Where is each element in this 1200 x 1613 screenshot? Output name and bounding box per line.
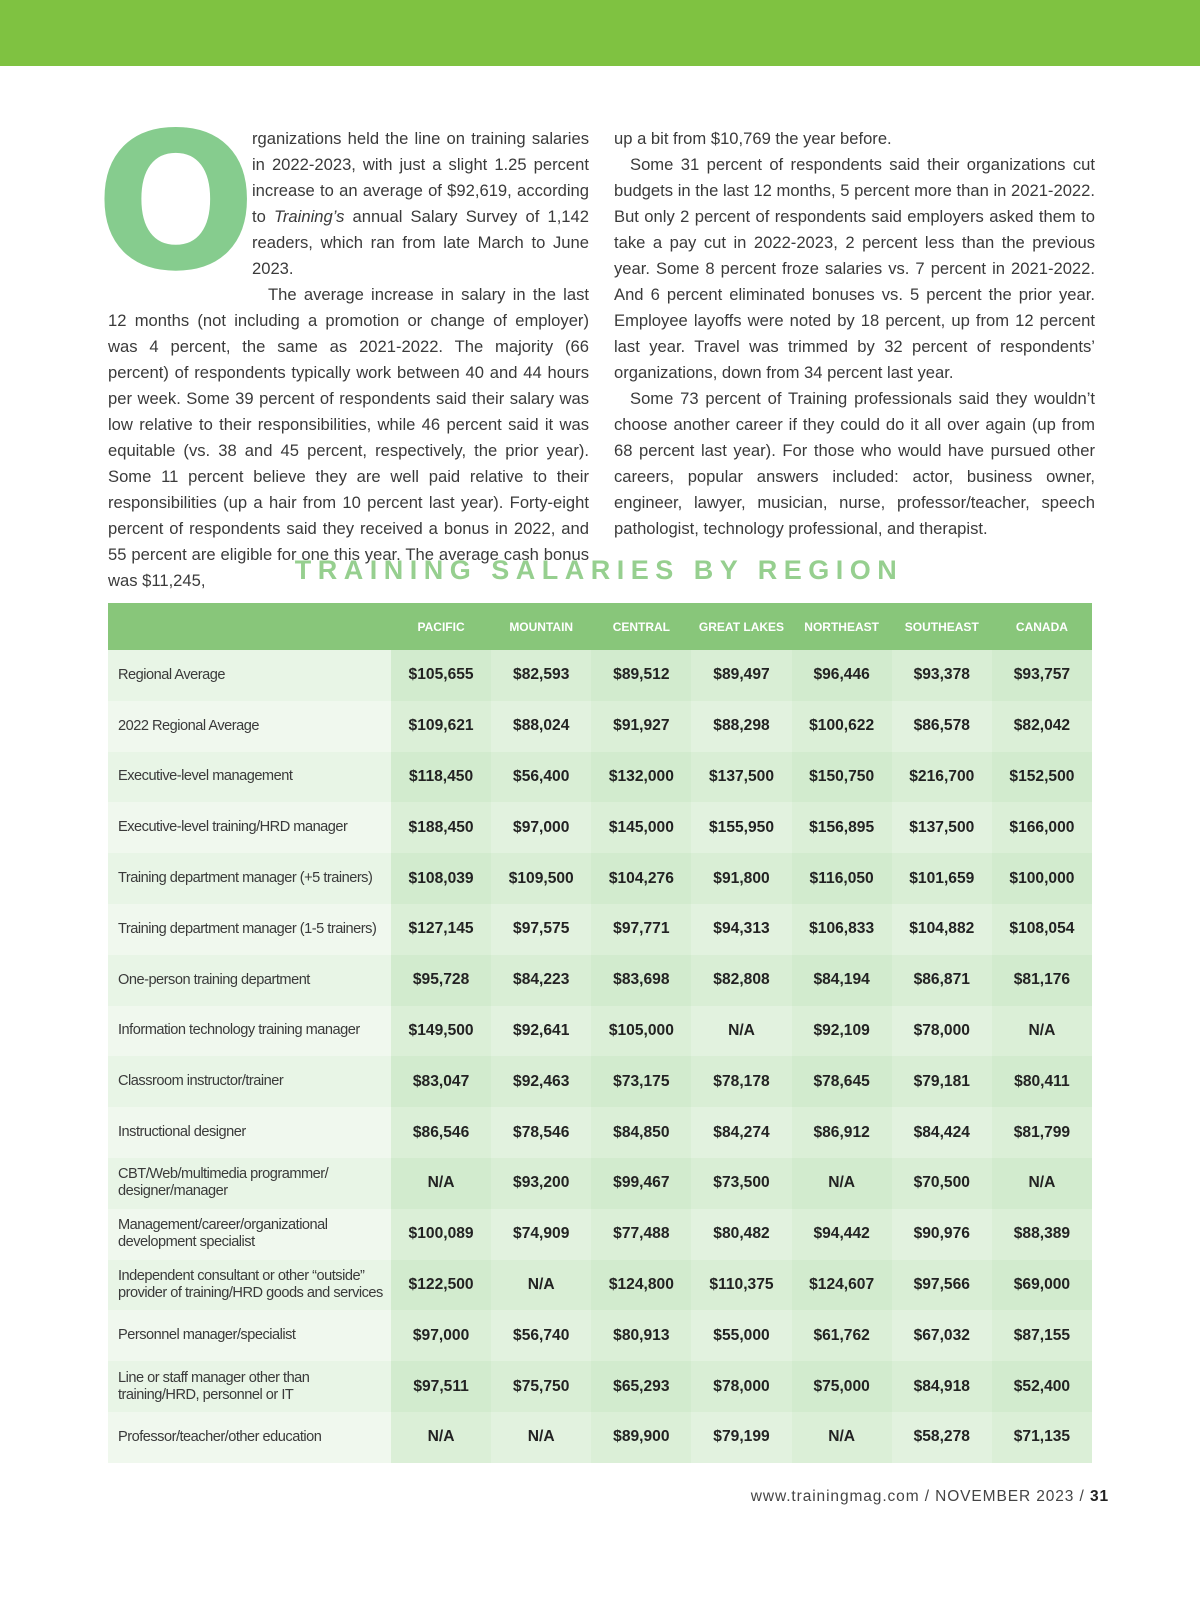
salary-cell: $105,655 bbox=[391, 650, 491, 701]
salary-cell: $52,400 bbox=[992, 1361, 1092, 1412]
salary-cell: $97,000 bbox=[491, 802, 591, 853]
salary-cell: $109,500 bbox=[491, 853, 591, 904]
salary-cell: $83,698 bbox=[591, 955, 691, 1006]
salary-cell: $78,178 bbox=[691, 1056, 791, 1107]
salary-cell: $88,024 bbox=[491, 701, 591, 752]
salary-cell: $80,411 bbox=[992, 1056, 1092, 1107]
salary-cell: $87,155 bbox=[992, 1310, 1092, 1361]
salary-cell: $89,512 bbox=[591, 650, 691, 701]
salary-cell: N/A bbox=[792, 1412, 892, 1463]
salary-cell: $108,039 bbox=[391, 853, 491, 904]
salary-cell: $55,000 bbox=[691, 1310, 791, 1361]
salary-cell: $137,500 bbox=[691, 752, 791, 803]
salary-cell: $96,446 bbox=[792, 650, 892, 701]
salary-cell: $84,424 bbox=[892, 1107, 992, 1158]
salary-cell: $109,621 bbox=[391, 701, 491, 752]
salary-cell: $116,050 bbox=[792, 853, 892, 904]
table-row bbox=[108, 1209, 1092, 1260]
salary-cell: $67,032 bbox=[892, 1310, 992, 1361]
salary-cell: $106,833 bbox=[792, 904, 892, 955]
table-row bbox=[108, 1361, 1092, 1412]
salary-cell: $65,293 bbox=[591, 1361, 691, 1412]
table-row bbox=[108, 1006, 1092, 1057]
table-title: TRAINING SALARIES BY REGION bbox=[294, 555, 904, 585]
salary-cell: N/A bbox=[992, 1158, 1092, 1209]
salary-cell: N/A bbox=[992, 1006, 1092, 1057]
salary-cell: $77,488 bbox=[591, 1209, 691, 1260]
salary-cell: $69,000 bbox=[992, 1260, 1092, 1311]
row-label: Executive-level management bbox=[108, 752, 391, 803]
salary-cell: $166,000 bbox=[992, 802, 1092, 853]
salary-cell: $188,450 bbox=[391, 802, 491, 853]
salary-cell: N/A bbox=[391, 1158, 491, 1209]
salary-cell: $152,500 bbox=[992, 752, 1092, 803]
salary-cell: N/A bbox=[691, 1006, 791, 1057]
salary-cell: $92,641 bbox=[491, 1006, 591, 1057]
header-mountain: MOUNTAIN bbox=[491, 603, 591, 650]
salary-cell: $80,913 bbox=[591, 1310, 691, 1361]
salary-cell: $150,750 bbox=[792, 752, 892, 803]
table-row bbox=[108, 802, 1092, 853]
row-label: Professor/teacher/other education bbox=[108, 1412, 391, 1463]
page-footer: www.trainingmag.com / NOVEMBER 2023 / 31 bbox=[750, 1488, 1109, 1505]
salary-cell: $78,645 bbox=[792, 1056, 892, 1107]
row-label: Executive-level training/HRD manager bbox=[108, 802, 391, 853]
drop-cap: O bbox=[95, 92, 253, 313]
salary-cell: $83,047 bbox=[391, 1056, 491, 1107]
salary-cell: $93,200 bbox=[491, 1158, 591, 1209]
salary-cell: $91,927 bbox=[591, 701, 691, 752]
row-label: One-person training department bbox=[108, 955, 391, 1006]
salary-cell: $61,762 bbox=[792, 1310, 892, 1361]
table-row bbox=[108, 650, 1092, 701]
table-header-row bbox=[108, 603, 1092, 650]
salary-cell: $74,909 bbox=[491, 1209, 591, 1260]
salary-cell: $86,578 bbox=[892, 701, 992, 752]
salary-cell: $97,511 bbox=[391, 1361, 491, 1412]
salary-cell: N/A bbox=[391, 1412, 491, 1463]
salary-cell: $75,750 bbox=[491, 1361, 591, 1412]
salary-cell: $137,500 bbox=[892, 802, 992, 853]
row-label: Training department manager (+5 trainers) bbox=[108, 853, 391, 904]
salary-cell: $84,274 bbox=[691, 1107, 791, 1158]
row-label: Classroom instructor/trainer bbox=[108, 1056, 391, 1107]
salary-cell: $149,500 bbox=[391, 1006, 491, 1057]
salary-cell: $216,700 bbox=[892, 752, 992, 803]
salary-cell: $97,000 bbox=[391, 1310, 491, 1361]
page-number: 31 bbox=[1089, 1488, 1109, 1505]
row-label: Instructional designer bbox=[108, 1107, 391, 1158]
salary-cell: $101,659 bbox=[892, 853, 992, 904]
salary-cell: $78,000 bbox=[892, 1006, 992, 1057]
row-label: Personnel manager/specialist bbox=[108, 1310, 391, 1361]
salary-cell: $132,000 bbox=[591, 752, 691, 803]
salary-cell: $156,895 bbox=[792, 802, 892, 853]
table-row bbox=[108, 752, 1092, 803]
table-row bbox=[108, 1310, 1092, 1361]
salary-cell: N/A bbox=[491, 1260, 591, 1311]
salary-cell: $78,546 bbox=[491, 1107, 591, 1158]
header-label-cell bbox=[108, 603, 391, 650]
salary-cell: $94,442 bbox=[792, 1209, 892, 1260]
row-label: Line or staff manager other than training/HRD, personnel or IT bbox=[108, 1361, 391, 1412]
salary-cell: $84,918 bbox=[892, 1361, 992, 1412]
table-row bbox=[108, 1056, 1092, 1107]
row-label: Information technology training manager bbox=[108, 1006, 391, 1057]
salary-cell: $124,607 bbox=[792, 1260, 892, 1311]
salary-cell: N/A bbox=[491, 1412, 591, 1463]
salary-cell: $145,000 bbox=[591, 802, 691, 853]
row-label: Training department manager (1-5 trainers) bbox=[108, 904, 391, 955]
salary-cell: $84,850 bbox=[591, 1107, 691, 1158]
salary-cell: $92,463 bbox=[491, 1056, 591, 1107]
row-label: Management/career/organizational development specialist bbox=[108, 1209, 391, 1260]
salary-cell: $122,500 bbox=[391, 1260, 491, 1311]
row-label: CBT/Web/multimedia programmer/ designer/manager bbox=[108, 1158, 391, 1209]
header-central: CENTRAL bbox=[591, 603, 691, 650]
salary-cell: $92,109 bbox=[792, 1006, 892, 1057]
salary-cell: $104,882 bbox=[892, 904, 992, 955]
salary-cell: $84,194 bbox=[792, 955, 892, 1006]
salary-cell: $100,089 bbox=[391, 1209, 491, 1260]
salary-cell: $93,378 bbox=[892, 650, 992, 701]
salary-cell: $90,976 bbox=[892, 1209, 992, 1260]
salary-cell: $94,313 bbox=[691, 904, 791, 955]
salary-cell: $58,278 bbox=[892, 1412, 992, 1463]
salary-cell: $80,482 bbox=[691, 1209, 791, 1260]
salary-cell: $124,800 bbox=[591, 1260, 691, 1311]
header-great-lakes: GREAT LAKES bbox=[691, 603, 791, 650]
salary-cell: $91,800 bbox=[691, 853, 791, 904]
header-southeast: SOUTHEAST bbox=[892, 603, 992, 650]
salary-cell: $79,199 bbox=[691, 1412, 791, 1463]
salary-cell: $56,400 bbox=[491, 752, 591, 803]
table-row bbox=[108, 1260, 1092, 1311]
salary-table bbox=[108, 603, 1092, 1463]
table-row bbox=[108, 904, 1092, 955]
salary-cell: $86,871 bbox=[892, 955, 992, 1006]
top-color-bar bbox=[0, 0, 1200, 66]
table-row bbox=[108, 1412, 1092, 1463]
table-row bbox=[108, 701, 1092, 752]
salary-cell: $110,375 bbox=[691, 1260, 791, 1311]
salary-cell: $118,450 bbox=[391, 752, 491, 803]
salary-cell: $73,500 bbox=[691, 1158, 791, 1209]
salary-cell: $75,000 bbox=[792, 1361, 892, 1412]
article-column-1 bbox=[108, 126, 589, 594]
salary-cell: $89,900 bbox=[591, 1412, 691, 1463]
salary-cell: $105,000 bbox=[591, 1006, 691, 1057]
salary-cell: $86,912 bbox=[792, 1107, 892, 1158]
salary-cell: $82,042 bbox=[992, 701, 1092, 752]
salary-cell: $56,740 bbox=[491, 1310, 591, 1361]
row-label: 2022 Regional Average bbox=[108, 701, 391, 752]
salary-cell: $95,728 bbox=[391, 955, 491, 1006]
table-row bbox=[108, 1158, 1092, 1209]
salary-cell: N/A bbox=[792, 1158, 892, 1209]
salary-cell: $70,500 bbox=[892, 1158, 992, 1209]
salary-cell: $89,497 bbox=[691, 650, 791, 701]
row-label: Independent consultant or other “outside” provider of training/HRD goods and services bbox=[108, 1260, 391, 1311]
salary-cell: $97,566 bbox=[892, 1260, 992, 1311]
salary-cell: $78,000 bbox=[691, 1361, 791, 1412]
salary-cell: $97,575 bbox=[491, 904, 591, 955]
table-row bbox=[108, 853, 1092, 904]
salary-cell: $82,593 bbox=[491, 650, 591, 701]
article-column-2 bbox=[614, 126, 1095, 542]
header-pacific: PACIFIC bbox=[391, 603, 491, 650]
salary-cell: $100,000 bbox=[992, 853, 1092, 904]
salary-cell: $81,176 bbox=[992, 955, 1092, 1006]
row-label: Regional Average bbox=[108, 650, 391, 701]
salary-cell: $93,757 bbox=[992, 650, 1092, 701]
salary-cell: $99,467 bbox=[591, 1158, 691, 1209]
article-paragraph: Some 31 percent of respondents said their organizations cut budgets in the last 12 months, 5 percent more than in 2021-2022. But only 2 percent of respondents said employers asked them to take a pay cut in 2022-2023, 2 percent less than the previous year. Some 8 percent froze salaries vs. 7 percent in 2021-2022. And 6 percent eliminated bonuses vs. 5 percent the prior year. Employee layoffs were noted by 18 percent, up from 12 percent last year. Travel was trimmed by 32 percent of respondents’ organizations, down from 34 percent last year. bbox=[614, 155, 1095, 382]
article-paragraph: rganizations held the line on training salaries in 2022-2023, with just a slight 1.25 percent increase to an average of $92,619, according to Training’s annual Salary Survey of 1,142 readers, which ran from late March to June 2023. bbox=[252, 129, 589, 278]
article-paragraph: The average increase in salary in the last 12 months (not including a promotion or change of employer) was 4 percent, the same as 2021-2022. The majority (66 percent) of respondents typically work between 40 and 44 hours per week. Some 39 percent of respondents said their salary was low relative to their responsibilities, while 46 percent said it was equitable (vs. 38 and 45 percent, respectively, the prior year). Some 11 percent believe they are well paid relative to their responsibilities (up a hair from 10 percent last year). Forty-eight percent of respondents said they received a bonus in 2022, and 55 percent are eligible for one this year. The average cash bonus was $11,245, bbox=[108, 285, 589, 590]
salary-cell: $84,223 bbox=[491, 955, 591, 1006]
salary-cell: $100,622 bbox=[792, 701, 892, 752]
salary-cell: $127,145 bbox=[391, 904, 491, 955]
salary-cell: $79,181 bbox=[892, 1056, 992, 1107]
header-northeast: NORTHEAST bbox=[792, 603, 892, 650]
table-row bbox=[108, 1107, 1092, 1158]
header-canada: CANADA bbox=[992, 603, 1092, 650]
salary-cell: $104,276 bbox=[591, 853, 691, 904]
salary-cell: $86,546 bbox=[391, 1107, 491, 1158]
salary-cell: $82,808 bbox=[691, 955, 791, 1006]
salary-cell: $155,950 bbox=[691, 802, 791, 853]
salary-cell: $73,175 bbox=[591, 1056, 691, 1107]
article-paragraph: up a bit from $10,769 the year before. bbox=[614, 129, 892, 148]
table-row bbox=[108, 955, 1092, 1006]
salary-cell: $71,135 bbox=[992, 1412, 1092, 1463]
salary-cell: $97,771 bbox=[591, 904, 691, 955]
salary-cell: $88,389 bbox=[992, 1209, 1092, 1260]
salary-cell: $88,298 bbox=[691, 701, 791, 752]
salary-cell: $81,799 bbox=[992, 1107, 1092, 1158]
article-paragraph: Some 73 percent of Training professionals said they wouldn’t choose another career if they could do it all over again (up from 68 percent last year). For those who would have pursued other careers, popular answers included: actor, business owner, engineer, lawyer, musician, nurse, professor/teacher, speech pathologist, technology professional, and therapist. bbox=[614, 389, 1095, 538]
salary-cell: $108,054 bbox=[992, 904, 1092, 955]
